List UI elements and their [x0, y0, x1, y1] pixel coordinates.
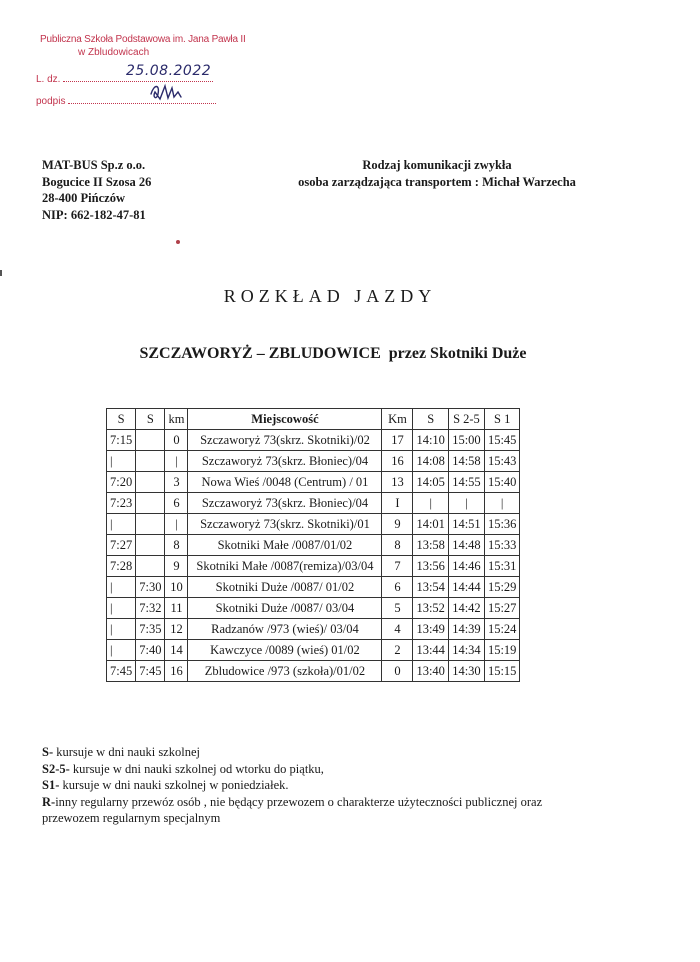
- header-miejscowosc: Miejscowość: [188, 409, 382, 430]
- header-s-first: S: [107, 409, 136, 430]
- table-row: [107, 430, 520, 451]
- cell-ret-s1: 15:24: [484, 619, 519, 640]
- cell-ret-s2-5: 14:34: [448, 640, 484, 661]
- route-via: przez Skotniki Duże: [388, 345, 527, 362]
- cell-km: 11: [165, 598, 188, 619]
- cell-ret-s: 13:52: [413, 598, 448, 619]
- cell-ret-s: 13:54: [413, 577, 448, 598]
- cell-ret-s1: 15:31: [484, 556, 519, 577]
- stamp-date-label: L. dz.: [36, 74, 61, 85]
- transport-manager: osoba zarządzająca transportem : Michał Warzecha: [298, 174, 576, 189]
- cell-stop-name: Skotniki Małe /0087/01/02: [188, 535, 382, 556]
- cell-ret-s2-5: 14:51: [448, 514, 484, 535]
- legend-text: kursuje w dni nauki szkolnej w poniedziałek.: [59, 778, 289, 792]
- cell-km: 8: [165, 535, 188, 556]
- page-title: ROZKŁAD JAZDY: [223, 286, 437, 306]
- legend-text: kursuje w dni nauki szkolnej: [53, 745, 200, 759]
- cell-km-return: 5: [382, 598, 413, 619]
- cell-dep-s2: 7:40: [136, 640, 165, 661]
- cell-km-return: 8: [382, 535, 413, 556]
- cell-ret-s1: 15:40: [484, 472, 519, 493]
- cell-stop-name: Kawczyce /0089 (wieś) 01/02: [188, 640, 382, 661]
- cell-ret-s: 14:05: [413, 472, 448, 493]
- cell-ret-s1: 15:19: [484, 640, 519, 661]
- cell-dep-s1: |: [107, 451, 136, 472]
- transport-info: [262, 157, 612, 190]
- cell-ret-s: 14:10: [413, 430, 448, 451]
- cell-km: 6: [165, 493, 188, 514]
- handwritten-date: 25.08.2022: [126, 63, 212, 79]
- cell-dep-s1: |: [107, 598, 136, 619]
- legend-item: [42, 777, 602, 794]
- stamp-signature-dots: [68, 94, 216, 104]
- cell-ret-s2-5: 14:58: [448, 451, 484, 472]
- legend-key: S2-5-: [42, 761, 70, 776]
- cell-dep-s2: [136, 430, 165, 451]
- table-row: [107, 514, 520, 535]
- cell-stop-name: Szczaworyż 73(skrz. Błoniec)/04: [188, 451, 382, 472]
- cell-km-return: I: [382, 493, 413, 514]
- cell-stop-name: Radzanów /973 (wieś)/ 03/04: [188, 619, 382, 640]
- stamp-school-location: w Zbludowicach: [78, 47, 150, 58]
- header-s2-5: S 2-5: [448, 409, 484, 430]
- cell-dep-s1: |: [107, 640, 136, 661]
- cell-km: 9: [165, 556, 188, 577]
- cell-ret-s2-5: 14:30: [448, 661, 484, 682]
- cell-km-return: 4: [382, 619, 413, 640]
- cell-dep-s2: 7:45: [136, 661, 165, 682]
- cell-ret-s: 14:08: [413, 451, 448, 472]
- timetable-body: [107, 430, 520, 682]
- cell-ret-s2-5: 15:00: [448, 430, 484, 451]
- cell-km-return: 16: [382, 451, 413, 472]
- legend: [42, 744, 602, 827]
- route-main: SZCZAWORYŻ – ZBLUDOWICE: [139, 345, 381, 362]
- cell-dep-s1: 7:45: [107, 661, 136, 682]
- cell-ret-s: 13:44: [413, 640, 448, 661]
- cell-ret-s2-5: |: [448, 493, 484, 514]
- ink-dot: [176, 240, 180, 244]
- legend-text: kursuje w dni nauki szkolnej od wtorku do piątku,: [69, 761, 324, 776]
- cell-stop-name: Szczaworyż 73(skrz. Skotniki)/02: [188, 430, 382, 451]
- header-km: km: [165, 409, 188, 430]
- cell-dep-s2: [136, 451, 165, 472]
- timetable-header-row: [107, 409, 520, 430]
- company-city: 28-400 Pińczów: [42, 191, 125, 205]
- legend-item: [42, 794, 602, 827]
- cell-ret-s: 13:40: [413, 661, 448, 682]
- cell-dep-s1: 7:15: [107, 430, 136, 451]
- header-s1: S 1: [484, 409, 519, 430]
- cell-km: 3: [165, 472, 188, 493]
- cell-stop-name: Zbludowice /973 (szkoła)/01/02: [188, 661, 382, 682]
- cell-km-return: 13: [382, 472, 413, 493]
- legend-key: S1-: [42, 778, 60, 792]
- cell-dep-s2: [136, 472, 165, 493]
- cell-stop-name: Skotniki Duże /0087/ 01/02: [188, 577, 382, 598]
- cell-ret-s1: |: [484, 493, 519, 514]
- cell-ret-s2-5: 14:39: [448, 619, 484, 640]
- cell-ret-s: 14:01: [413, 514, 448, 535]
- cell-dep-s1: 7:20: [107, 472, 136, 493]
- cell-ret-s2-5: 14:55: [448, 472, 484, 493]
- cell-dep-s2: [136, 556, 165, 577]
- cell-ret-s: |: [413, 493, 448, 514]
- cell-dep-s2: 7:30: [136, 577, 165, 598]
- cell-ret-s1: 15:45: [484, 430, 519, 451]
- cell-stop-name: Szczaworyż 73(skrz. Skotniki)/01: [188, 514, 382, 535]
- table-row: [107, 556, 520, 577]
- cell-ret-s2-5: 14:46: [448, 556, 484, 577]
- stamp-signature-label: podpis: [36, 96, 66, 107]
- header-km-return: Km: [382, 409, 413, 430]
- cell-ret-s1: 15:33: [484, 535, 519, 556]
- cell-dep-s1: 7:27: [107, 535, 136, 556]
- cell-km: 10: [165, 577, 188, 598]
- table-row: [107, 535, 520, 556]
- cell-ret-s2-5: 14:42: [448, 598, 484, 619]
- cell-km-return: 6: [382, 577, 413, 598]
- cell-km-return: 0: [382, 661, 413, 682]
- stamp-school-name: Publiczna Szkoła Podstawowa im. Jana Pawła II: [40, 34, 246, 45]
- cell-km-return: 17: [382, 430, 413, 451]
- legend-key: S-: [42, 745, 54, 759]
- transport-type: Rodzaj komunikacji zwykła: [362, 158, 512, 172]
- cell-km-return: 7: [382, 556, 413, 577]
- handwritten-signature: [148, 80, 188, 104]
- cell-ret-s1: 15:43: [484, 451, 519, 472]
- cell-dep-s2: [136, 535, 165, 556]
- table-row: [107, 577, 520, 598]
- cell-ret-s: 13:56: [413, 556, 448, 577]
- cell-ret-s1: 15:27: [484, 598, 519, 619]
- cell-dep-s2: [136, 514, 165, 535]
- company-block: [42, 157, 151, 223]
- cell-dep-s1: |: [107, 577, 136, 598]
- cell-dep-s1: |: [107, 514, 136, 535]
- legend-text: inny regularny przewóz osób , nie będący przewozem o charakterze użyteczności publicznej oraz przewozem regularnym specjalnym: [42, 794, 543, 825]
- cell-km: 16: [165, 661, 188, 682]
- punch-mark: [0, 270, 2, 276]
- company-name: MAT-BUS Sp.z o.o.: [42, 158, 146, 172]
- company-street: Bogucice II Szosa 26: [42, 174, 152, 189]
- header-s-second: S: [136, 409, 165, 430]
- cell-ret-s2-5: 14:48: [448, 535, 484, 556]
- cell-stop-name: Nowa Wieś /0048 (Centrum) / 01: [188, 472, 382, 493]
- cell-stop-name: Szczaworyż 73(skrz. Błoniec)/04: [188, 493, 382, 514]
- cell-ret-s1: 15:36: [484, 514, 519, 535]
- cell-km: 0: [165, 430, 188, 451]
- cell-dep-s1: 7:28: [107, 556, 136, 577]
- route-title: [0, 345, 666, 363]
- cell-ret-s1: 15:15: [484, 661, 519, 682]
- cell-dep-s2: [136, 493, 165, 514]
- stamp-signature-row: [36, 94, 216, 108]
- table-row: [107, 493, 520, 514]
- cell-km: |: [165, 451, 188, 472]
- table-row: [107, 640, 520, 661]
- cell-ret-s: 13:49: [413, 619, 448, 640]
- cell-dep-s2: 7:35: [136, 619, 165, 640]
- cell-km-return: 9: [382, 514, 413, 535]
- table-row: [107, 619, 520, 640]
- timetable: [106, 408, 520, 682]
- cell-dep-s1: 7:23: [107, 493, 136, 514]
- cell-ret-s1: 15:29: [484, 577, 519, 598]
- cell-km: 14: [165, 640, 188, 661]
- cell-stop-name: Skotniki Małe /0087(remiza)/03/04: [188, 556, 382, 577]
- cell-ret-s2-5: 14:44: [448, 577, 484, 598]
- cell-km: 12: [165, 619, 188, 640]
- legend-item: [42, 761, 602, 778]
- company-nip: NIP: 662-182-47-81: [42, 207, 146, 222]
- legend-key: R-: [42, 794, 56, 809]
- table-row: [107, 451, 520, 472]
- header-s-return: S: [413, 409, 448, 430]
- cell-stop-name: Skotniki Duże /0087/ 03/04: [188, 598, 382, 619]
- table-row: [107, 472, 520, 493]
- cell-km: |: [165, 514, 188, 535]
- cell-dep-s2: 7:32: [136, 598, 165, 619]
- cell-km-return: 2: [382, 640, 413, 661]
- table-row: [107, 598, 520, 619]
- cell-ret-s: 13:58: [413, 535, 448, 556]
- table-row: [107, 661, 520, 682]
- legend-item: [42, 744, 602, 761]
- cell-dep-s1: |: [107, 619, 136, 640]
